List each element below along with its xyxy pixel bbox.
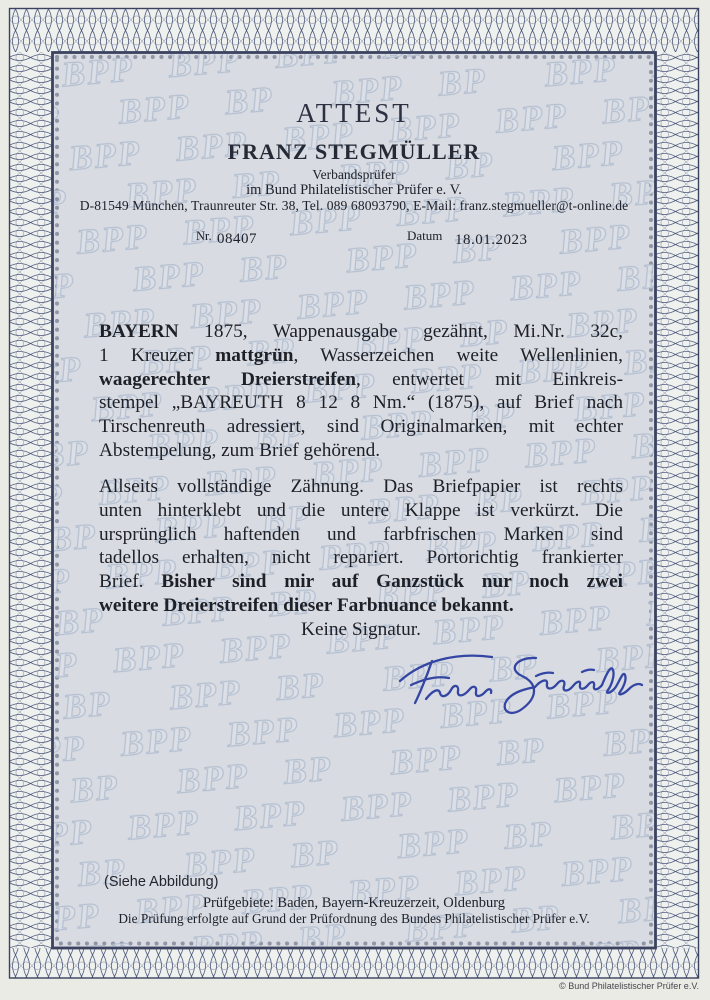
contact-line: D-81549 München, Traunreuter Str. 38, Tel. 089 68093790, E-Mail: franz.stegmueller@t-online.de (79, 198, 629, 213)
text-line: Abstempelung, zum Brief gehörend. (99, 439, 381, 461)
text-line: Tirschenreuth adressiert, sind Originalmarken, mit echter (99, 416, 623, 438)
text-line: waagerechter Dreierstreifen, entwertet mit Einkreis- (99, 368, 623, 390)
text-line: ursprünglich haftenden und farbfrischen Marken sind (99, 523, 623, 545)
certificate-number-value: 08407 (217, 231, 257, 247)
date-value: 18.01.2023 (455, 232, 528, 248)
exam-areas-line: Prüfgebiete: Baden, Bayern-Kreuzerzeit, Oldenburg (202, 895, 506, 911)
date-label: Datum (407, 228, 443, 243)
description-paragraph-1 (99, 320, 623, 463)
text-line: Brief. Bisher sind mir auf Ganzstück nur noch zwei (99, 571, 623, 593)
text-line: unten hinterklebt und die untere Klappe ist verkürzt. Die (99, 499, 623, 521)
certificate-number-label: Nr. (196, 229, 212, 243)
text-line: tadellos erhalten, nicht repariert. Portorichtig frankierter (99, 547, 623, 569)
examiner-role: Verbandsprüfer (312, 167, 396, 182)
see-figure-note: (Siehe Abbildung) (104, 874, 219, 890)
copyright-note: © Bund Philatelistischer Prüfer e.V. (559, 981, 699, 991)
attest-title: ATTEST (296, 98, 412, 128)
text-line: Keine Signatur. (301, 618, 421, 640)
association-line: im Bund Philatelistischer Prüfer e. V. (246, 182, 462, 198)
examiner-signature (386, 645, 644, 721)
condition-paragraph-2 (99, 475, 623, 642)
exam-basis-line: Die Prüfung erfolgte auf Grund der Prüfordnung des Bundes Philatelistischer Prüfer e.V. (118, 911, 590, 926)
text-line: Allseits vollständige Zähnung. Das Briefpapier ist rechts (99, 476, 623, 497)
text-line: weitere Dreierstreifen dieser Farbnuance bekannt. (99, 594, 514, 616)
text-line: BAYERN 1875, Wappenausgabe gezähnt, Mi.Nr. 32c, (99, 321, 623, 342)
text-line: stempel „BAYREUTH 8 12 8 Nm.“ (1875), auf Brief nach (99, 392, 623, 414)
text-line: 1 Kreuzer mattgrün, Wasserzeichen weite Wellenlinien, (99, 344, 623, 366)
examiner-name: FRANZ STEGMÜLLER (227, 139, 481, 164)
